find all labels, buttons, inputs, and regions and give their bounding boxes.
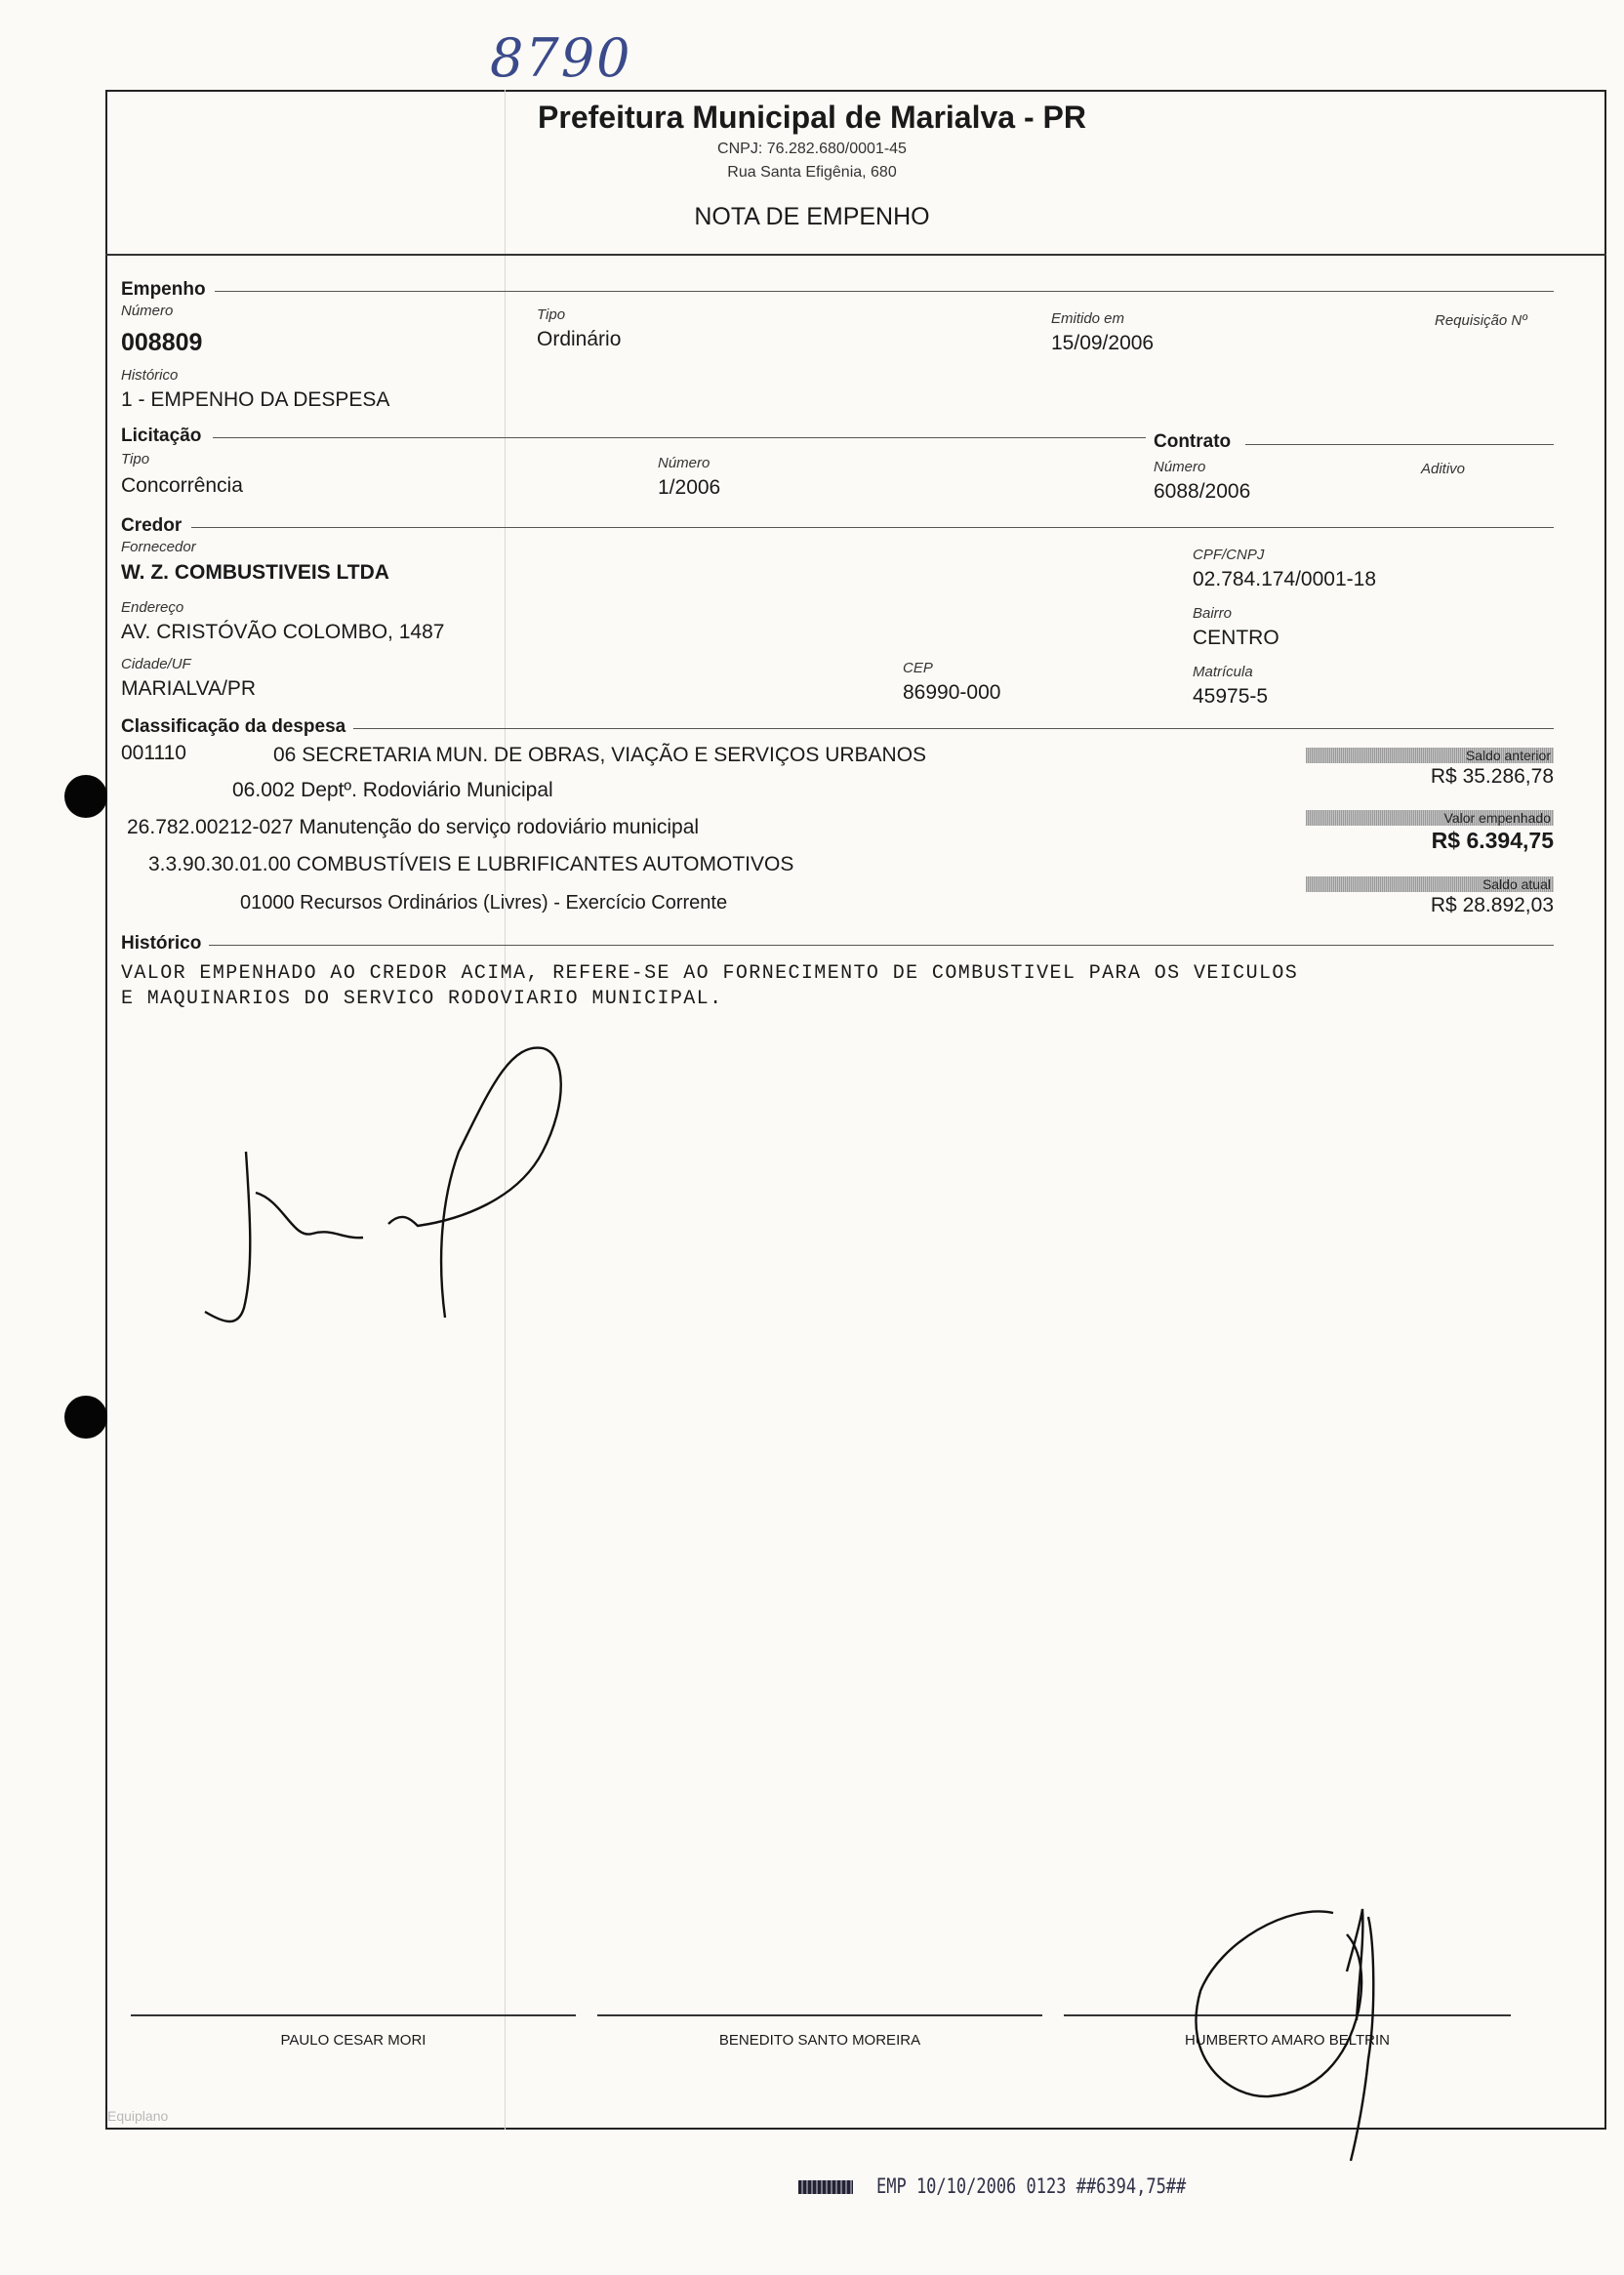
municipality-title: Prefeitura Municipal de Marialva - PR [538, 100, 1086, 135]
contrato-numero: 6088/2006 [1154, 480, 1251, 503]
fornecedor-label: Fornecedor [121, 539, 196, 555]
classificacao-section-label: Classificação da despesa [121, 716, 346, 737]
requisicao-label: Requisição Nº [1435, 312, 1527, 329]
bairro-label: Bairro [1193, 605, 1233, 622]
signature-name-1: PAULO CESAR MORI [280, 2032, 426, 2049]
cep-label: CEP [903, 660, 933, 676]
classificacao-elemento: 3.3.90.30.01.00 COMBUSTÍVEIS E LUBRIFICANTES AUTOMOTIVOS [148, 853, 794, 875]
classificacao-projeto: 26.782.00212-027 Manutenção do serviço rodoviário municipal [127, 816, 700, 838]
bairro-value: CENTRO [1193, 627, 1279, 649]
signature-name-2: BENEDITO SANTO MOREIRA [718, 2032, 921, 2049]
licitacao-numero: 1/2006 [658, 476, 721, 499]
emitido-date: 15/09/2006 [1051, 332, 1155, 354]
cep-value: 86990-000 [903, 681, 1001, 704]
licitacao-numero-label: Número [658, 455, 710, 471]
matricula-label: Matrícula [1193, 664, 1253, 680]
stamp-icon [798, 2180, 853, 2194]
address-line: Rua Santa Efigênia, 680 [727, 164, 897, 181]
licitacao-tipo: Concorrência [121, 474, 243, 497]
endereco-value: AV. CRISTÓVÃO COLOMBO, 1487 [121, 621, 445, 643]
cnpj-line: CNPJ: 76.282.680/0001-45 [717, 141, 907, 157]
classificacao-departamento: 06.002 Deptº. Rodoviário Municipal [232, 779, 553, 801]
contrato-section-label: Contrato [1154, 431, 1232, 452]
empenho-historico-label: Histórico [121, 367, 179, 384]
historico-line-2: E MAQUINARIOS DO SERVICO RODOVIARIO MUNICIPAL. [121, 988, 723, 1010]
empenho-tipo-label: Tipo [537, 306, 566, 323]
valor-empenhado-value: R$ 6.394,75 [1431, 828, 1554, 853]
empenho-numero: 008809 [121, 329, 203, 356]
classificacao-recurso: 01000 Recursos Ordinários (Livres) - Exercício Corrente [240, 892, 728, 914]
valor-empenhado-label: Valor empenhado [1306, 810, 1554, 826]
historico-section-label: Histórico [121, 933, 202, 954]
endereco-label: Endereço [121, 599, 184, 616]
saldo-atual-value: R$ 28.892,03 [1430, 894, 1554, 916]
empenho-numero-label: Número [121, 303, 174, 319]
historico-line-1: VALOR EMPENHADO AO CREDOR ACIMA, REFERE-SE AO FORNECIMENTO DE COMBUSTIVEL PARA OS VEICULOS [121, 962, 1299, 985]
signature-name-3: HUMBERTO AMARO BELTRIN [1184, 2032, 1391, 2049]
cpf-label: CPF/CNPJ [1193, 547, 1265, 563]
saldo-atual-label: Saldo atual [1306, 876, 1554, 892]
credor-section-label: Credor [121, 515, 183, 536]
empenho-section-label: Empenho [121, 279, 206, 300]
cpf-value: 02.784.174/0001-18 [1193, 568, 1377, 590]
empenho-historico: 1 - EMPENHO DA DESPESA [121, 388, 390, 411]
fornecedor-name: W. Z. COMBUSTIVEIS LTDA [121, 561, 389, 584]
classificacao-codigo: 001110 [121, 742, 186, 764]
saldo-anterior-value: R$ 35.286,78 [1430, 765, 1554, 788]
matricula-value: 45975-5 [1193, 685, 1269, 708]
document-title: NOTA DE EMPENHO [694, 203, 930, 230]
emitido-label: Emitido em [1051, 310, 1125, 327]
classificacao-secretaria: 06 SECRETARIA MUN. DE OBRAS, VIAÇÃO E SERVIÇOS URBANOS [273, 744, 927, 766]
cidade-label: Cidade/UF [121, 656, 191, 672]
contrato-numero-label: Número [1154, 459, 1206, 475]
cidade-value: MARIALVA/PR [121, 677, 257, 700]
licitacao-section-label: Licitação [121, 426, 202, 446]
mechanical-stamp: EMP 10/10/2006 0123 ##6394,75## [876, 2174, 1187, 2199]
software-watermark: Equiplano [107, 2108, 169, 2124]
handwritten-number: 8790 [490, 27, 632, 89]
empenho-tipo: Ordinário [537, 328, 622, 350]
saldo-anterior-label: Saldo anterior [1306, 748, 1554, 763]
contrato-aditivo-label: Aditivo [1421, 461, 1466, 477]
licitacao-tipo-label: Tipo [121, 451, 150, 467]
